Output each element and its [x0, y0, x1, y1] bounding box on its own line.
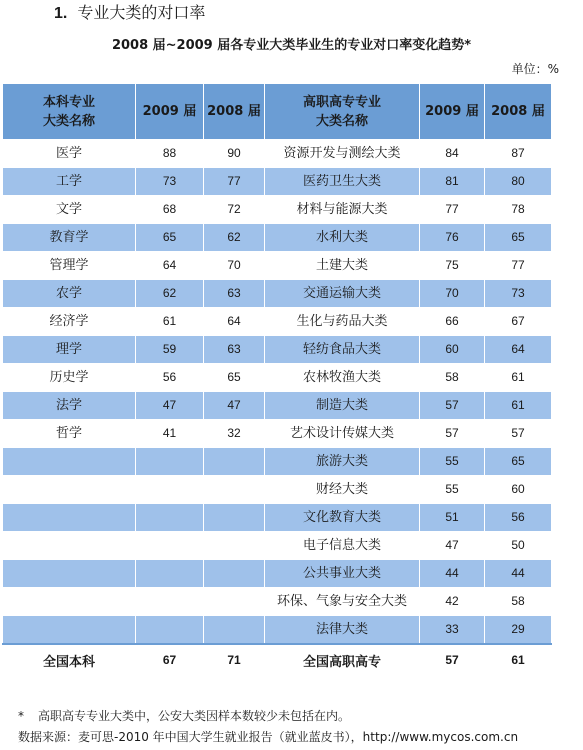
bachelor-2009-cell	[136, 504, 204, 532]
header-vocational-2008: 2008 届	[485, 84, 552, 140]
table-title: 2008 届~2009 届各专业大类毕业生的专业对口率变化趋势*	[111, 38, 472, 53]
bachelor-2008-cell: 70	[204, 252, 265, 280]
vocational-2009-cell: 60	[420, 336, 485, 364]
header-bachelor-2009: 2009 届	[136, 84, 204, 140]
vocational-major-cell: 交通运输大类	[265, 280, 420, 308]
bachelor-2009-cell: 47	[136, 392, 204, 420]
bachelor-2008-cell: 77	[204, 168, 265, 196]
table-row	[3, 252, 552, 280]
bachelor-2009-cell: 73	[136, 168, 204, 196]
bachelor-2009-cell	[136, 476, 204, 504]
table-row	[3, 308, 552, 336]
bachelor-2009-cell: 41	[136, 420, 204, 448]
header-vocational-major	[265, 84, 420, 140]
total-bachelor-2009: 67	[136, 644, 204, 676]
bachelor-2009-cell: 56	[136, 364, 204, 392]
bachelor-2009-cell	[136, 560, 204, 588]
bachelor-major-cell	[3, 504, 136, 532]
vocational-major-cell: 医药卫生大类	[265, 168, 420, 196]
bachelor-major-cell: 历史学	[3, 364, 136, 392]
vocational-2009-cell: 81	[420, 168, 485, 196]
bachelor-2008-cell: 90	[204, 140, 265, 168]
bachelor-major-cell	[3, 532, 136, 560]
bachelor-2008-cell: 47	[204, 392, 265, 420]
table-row	[3, 448, 552, 476]
bachelor-2008-cell: 32	[204, 420, 265, 448]
bachelor-2009-cell	[136, 532, 204, 560]
bachelor-2009-cell: 68	[136, 196, 204, 224]
vocational-2009-cell: 44	[420, 560, 485, 588]
vocational-2009-cell: 75	[420, 252, 485, 280]
bachelor-major-cell	[3, 560, 136, 588]
bachelor-major-cell: 理学	[3, 336, 136, 364]
bachelor-2008-cell: 72	[204, 196, 265, 224]
bachelor-major-cell	[3, 588, 136, 616]
total-bachelor-2008: 71	[204, 644, 265, 676]
vocational-2008-cell: 87	[485, 140, 552, 168]
vocational-major-cell: 法律大类	[265, 616, 420, 645]
table-row	[3, 588, 552, 616]
section-heading-text: 专业大类的对口率	[77, 3, 206, 22]
vocational-major-cell: 水利大类	[265, 224, 420, 252]
vocational-2008-cell: 58	[485, 588, 552, 616]
bachelor-2008-cell	[204, 588, 265, 616]
bachelor-2008-cell	[204, 532, 265, 560]
table-row	[3, 336, 552, 364]
total-bachelor-label: 全国本科	[3, 644, 136, 676]
vocational-2008-cell: 64	[485, 336, 552, 364]
vocational-2009-cell: 55	[420, 476, 485, 504]
section-heading	[54, 2, 205, 25]
vocational-2009-cell: 47	[420, 532, 485, 560]
bachelor-2009-cell: 64	[136, 252, 204, 280]
vocational-major-cell: 电子信息大类	[265, 532, 420, 560]
vocational-2009-cell: 55	[420, 448, 485, 476]
table-row	[3, 280, 552, 308]
bachelor-2009-cell	[136, 616, 204, 645]
vocational-major-cell: 农林牧渔大类	[265, 364, 420, 392]
vocational-2009-cell: 84	[420, 140, 485, 168]
bachelor-major-cell	[3, 616, 136, 645]
footnote-text: 高职高专专业大类中，公安大类因样本数较少未包括在内。	[38, 709, 351, 723]
vocational-2008-cell: 57	[485, 420, 552, 448]
bachelor-2008-cell	[204, 448, 265, 476]
vocational-major-cell: 文化教育大类	[265, 504, 420, 532]
vocational-2009-cell: 70	[420, 280, 485, 308]
vocational-2009-cell: 57	[420, 420, 485, 448]
vocational-2009-cell: 57	[420, 392, 485, 420]
total-vocational-2009: 57	[420, 644, 485, 676]
vocational-major-cell: 财经大类	[265, 476, 420, 504]
vocational-2009-cell: 42	[420, 588, 485, 616]
bachelor-2009-cell: 62	[136, 280, 204, 308]
bachelor-2009-cell	[136, 588, 204, 616]
vocational-major-cell: 旅游大类	[265, 448, 420, 476]
vocational-major-cell: 资源开发与测绘大类	[265, 140, 420, 168]
table-row	[3, 616, 552, 645]
vocational-2008-cell: 78	[485, 196, 552, 224]
vocational-2009-cell: 58	[420, 364, 485, 392]
vocational-2009-cell: 77	[420, 196, 485, 224]
vocational-2008-cell: 44	[485, 560, 552, 588]
vocational-2008-cell: 77	[485, 252, 552, 280]
total-vocational-2008: 61	[485, 644, 552, 676]
vocational-2008-cell: 29	[485, 616, 552, 645]
vocational-major-cell: 环保、气象与安全大类	[265, 588, 420, 616]
vocational-major-cell: 轻纺食品大类	[265, 336, 420, 364]
table-row	[3, 392, 552, 420]
data-source: 数据来源：麦可思-2010 年中国大学生就业报告（就业蓝皮书），http://www.mycos.com.cn	[18, 730, 519, 744]
bachelor-2008-cell: 63	[204, 336, 265, 364]
footnote-mark: *	[18, 709, 24, 723]
bachelor-major-cell	[3, 476, 136, 504]
bachelor-2008-cell	[204, 504, 265, 532]
table-row	[3, 140, 552, 168]
vocational-2008-cell: 80	[485, 168, 552, 196]
total-vocational-label: 全国高职高专	[265, 644, 420, 676]
table-row	[3, 364, 552, 392]
vocational-2008-cell: 50	[485, 532, 552, 560]
vocational-major-cell: 材料与能源大类	[265, 196, 420, 224]
vocational-2008-cell: 65	[485, 224, 552, 252]
vocational-major-cell: 生化与药品大类	[265, 308, 420, 336]
table-row	[3, 504, 552, 532]
unit-label: 单位：%	[511, 62, 559, 76]
vocational-major-cell: 公共事业大类	[265, 560, 420, 588]
bachelor-major-cell: 农学	[3, 280, 136, 308]
vocational-2008-cell: 56	[485, 504, 552, 532]
header-vocational-major-text: 高职高专专业 大类名称	[302, 94, 381, 129]
table-row	[3, 196, 552, 224]
bachelor-2008-cell	[204, 616, 265, 645]
bachelor-2008-cell	[204, 476, 265, 504]
vocational-2008-cell: 60	[485, 476, 552, 504]
table-row	[3, 224, 552, 252]
table-row	[3, 560, 552, 588]
bachelor-2009-cell	[136, 448, 204, 476]
header-vocational-2009: 2009 届	[420, 84, 485, 140]
vocational-2008-cell: 73	[485, 280, 552, 308]
bachelor-2008-cell	[204, 560, 265, 588]
bachelor-major-cell	[3, 448, 136, 476]
vocational-2008-cell: 65	[485, 448, 552, 476]
vocational-major-cell: 艺术设计传媒大类	[265, 420, 420, 448]
bachelor-2008-cell: 62	[204, 224, 265, 252]
bachelor-major-cell: 工学	[3, 168, 136, 196]
header-bachelor-2008: 2008 届	[204, 84, 265, 140]
header-bachelor-major	[3, 84, 136, 140]
footnote	[18, 708, 350, 724]
vocational-2009-cell: 66	[420, 308, 485, 336]
bachelor-major-cell: 文学	[3, 196, 136, 224]
vocational-major-cell: 制造大类	[265, 392, 420, 420]
table-row	[3, 420, 552, 448]
bachelor-2008-cell: 65	[204, 364, 265, 392]
bachelor-2009-cell: 59	[136, 336, 204, 364]
vocational-2009-cell: 76	[420, 224, 485, 252]
table-row	[3, 476, 552, 504]
vocational-2008-cell: 61	[485, 392, 552, 420]
totals-row	[3, 644, 552, 676]
table-row	[3, 168, 552, 196]
table-body	[3, 140, 552, 645]
bachelor-2008-cell: 63	[204, 280, 265, 308]
bachelor-2008-cell: 64	[204, 308, 265, 336]
bachelor-major-cell: 哲学	[3, 420, 136, 448]
vocational-2008-cell: 61	[485, 364, 552, 392]
bachelor-2009-cell: 61	[136, 308, 204, 336]
table-header-row	[3, 84, 552, 140]
vocational-2009-cell: 33	[420, 616, 485, 645]
vocational-major-cell: 土建大类	[265, 252, 420, 280]
vocational-2008-cell: 67	[485, 308, 552, 336]
header-bachelor-major-text: 本科专业 大类名称	[42, 94, 95, 129]
bachelor-major-cell: 法学	[3, 392, 136, 420]
section-number: 1.	[54, 5, 68, 22]
bachelor-major-cell: 经济学	[3, 308, 136, 336]
table-row	[3, 532, 552, 560]
bachelor-major-cell: 医学	[3, 140, 136, 168]
bachelor-major-cell: 教育学	[3, 224, 136, 252]
bachelor-2009-cell: 88	[136, 140, 204, 168]
placement-rate-table	[2, 83, 552, 676]
bachelor-2009-cell: 65	[136, 224, 204, 252]
vocational-2009-cell: 51	[420, 504, 485, 532]
bachelor-major-cell: 管理学	[3, 252, 136, 280]
